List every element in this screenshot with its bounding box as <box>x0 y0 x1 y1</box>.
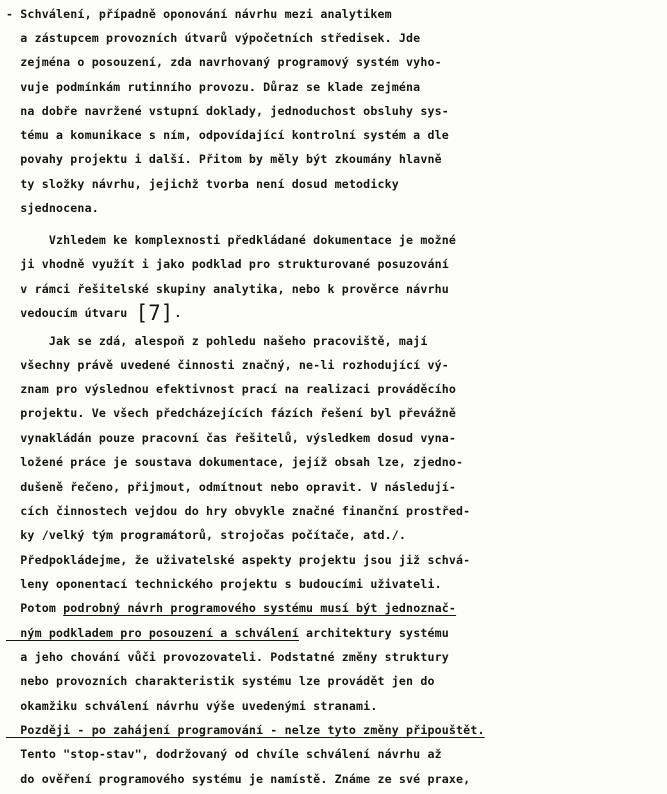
underlined-text: ným podkladem pro posouzení a schválení <box>6 626 299 640</box>
text-line-underlined <box>6 626 449 640</box>
text-line: ky /velký tým programátorů, strojočas počítače, atd./. <box>6 528 407 542</box>
text-line: okamžiku schválení návrhu výše uvedenými stranami. <box>6 699 378 713</box>
text-line: znam pro výslednou efektivnost prací na realizaci prováděcího <box>6 382 457 396</box>
text-line: nebo provozních charakteristik systému lze provádět jen do <box>6 674 435 688</box>
text-line: vynakládán pouze pracovní čas řešitelů, výsledkem dosud vyna- <box>6 431 457 445</box>
underlined-text: podrobný návrh programového systému musí být jednoznač- <box>63 601 457 615</box>
text-segment: Potom <box>6 601 64 615</box>
text-line: Vzhledem ke komplexnosti předkládané dokumentace je možné <box>6 233 457 247</box>
text-line: vuje podmínkám rutinního provozu. Důraz se klade zejména <box>6 80 421 94</box>
reference-citation: [7] <box>135 301 174 325</box>
text-line: do ověření programového systému je namístě. Známe ze své praxe, <box>6 772 471 786</box>
text-line: sjednocena. <box>6 201 99 215</box>
text-line-with-reference <box>6 301 182 325</box>
text-line: ložené práce je soustava dokumentace, jejíž obsah lze, zjedno- <box>6 455 464 469</box>
text-line: Předpokládejme, že uživatelské aspekty projektu jsou již schvá- <box>6 553 471 567</box>
text-line: leny oponentací technického projektu s budoucími uživateli. <box>6 577 442 591</box>
text-segment: vedoucím útvaru <box>6 306 128 320</box>
text-line: všechny právě uvedené činnosti značný, ne-li rozhodující vý- <box>6 358 449 372</box>
text-line: zejména o posouzení, zda navrhovaný programový systém vyho- <box>6 55 442 69</box>
text-line: ji vhodně využít i jako podklad pro strukturované posuzování <box>6 257 449 271</box>
text-line-underlined: Později - po zahájení programování - nelze tyto změny připouštět. <box>6 723 485 737</box>
text-line: na dobře navržené vstupní doklady, jednoduchost obsluhy sys- <box>6 104 449 118</box>
text-segment: . <box>174 306 182 320</box>
text-line: - Schválení, případně oponování návrhu mezi analytikem <box>6 7 392 21</box>
reference-number: 7 <box>148 301 161 325</box>
text-line: projektu. Ve všech předcházejících fázích řešení byl převážně <box>6 406 457 420</box>
text-line: dušeně řečeno, přijmout, odmítnout nebo opravit. V následují- <box>6 480 457 494</box>
text-line: cích činnostech vejdou do hry obvykle značné finanční prostřed- <box>6 504 471 518</box>
text-line: a zástupcem provozních útvarů výpočetních středisek. Jde <box>6 31 421 45</box>
text-segment: architektury systému <box>298 626 449 640</box>
text-line: tému a komunikace s ním, odpovídající kontrolní systém a dle <box>6 128 449 142</box>
text-line: v rámci řešitelské skupiny analytika, nebo k prověrce návrhu <box>6 282 449 296</box>
text-line: Tento "stop-stav", dodržovaný od chvíle schválení návrhu až <box>6 747 442 761</box>
text-line: povahy projektu i další. Přitom by měly být zkoumány hlavně <box>6 152 442 166</box>
text-line: ty složky návrhu, jejichž tvorba není dosud metodicky <box>6 177 399 191</box>
text-line-underlined <box>6 601 456 615</box>
text-line: a jeho chování vůči provozovateli. Podstatné změny struktury <box>6 650 449 664</box>
text-line: Jak se zdá, alespoň z pohledu našeho pracoviště, mají <box>6 334 428 348</box>
